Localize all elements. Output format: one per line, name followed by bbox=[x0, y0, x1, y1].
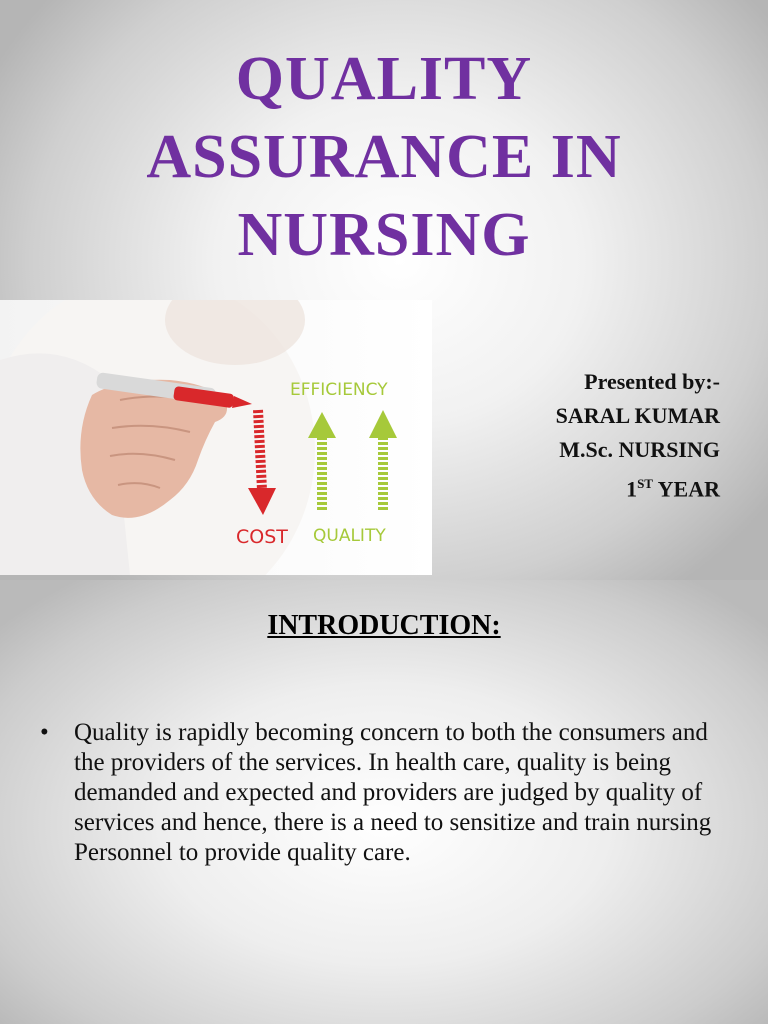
introduction-heading: INTRODUCTION: bbox=[267, 610, 501, 641]
presenter-block bbox=[556, 365, 720, 506]
title-line-3: NURSING bbox=[237, 201, 531, 269]
year-word: YEAR bbox=[652, 476, 720, 502]
presented-by-label: Presented by:- bbox=[584, 369, 720, 394]
bullet-item bbox=[40, 718, 740, 868]
slide-title bbox=[0, 40, 768, 274]
year-superscript: ST bbox=[637, 476, 653, 491]
presenter-degree: M.Sc. NURSING bbox=[559, 437, 720, 462]
cost-label: COST bbox=[236, 526, 288, 548]
bullet-icon: • bbox=[40, 719, 49, 746]
year-number: 1 bbox=[626, 476, 638, 502]
quality-label: QUALITY bbox=[313, 526, 386, 546]
efficiency-arrow-up-icon bbox=[369, 410, 397, 510]
title-line-2: ASSURANCE IN bbox=[146, 123, 622, 191]
introduction-slide bbox=[0, 580, 768, 1024]
cost-quality-photo bbox=[0, 300, 432, 575]
presenter-name: SARAL KUMAR bbox=[555, 403, 720, 428]
photo-illustration bbox=[0, 300, 432, 575]
presenter-year bbox=[556, 467, 720, 506]
title-line-1: QUALITY bbox=[235, 45, 533, 113]
bullet-text: Quality is rapidly becoming concern to both the consumers and the providers of the services. In health care, quality is being demanded and expected and providers are judged by quality of services and hence, there is a need to sensitize and train nursing Personnel to provide quality care. bbox=[74, 719, 712, 866]
efficiency-label: EFFICIENCY bbox=[290, 380, 388, 400]
